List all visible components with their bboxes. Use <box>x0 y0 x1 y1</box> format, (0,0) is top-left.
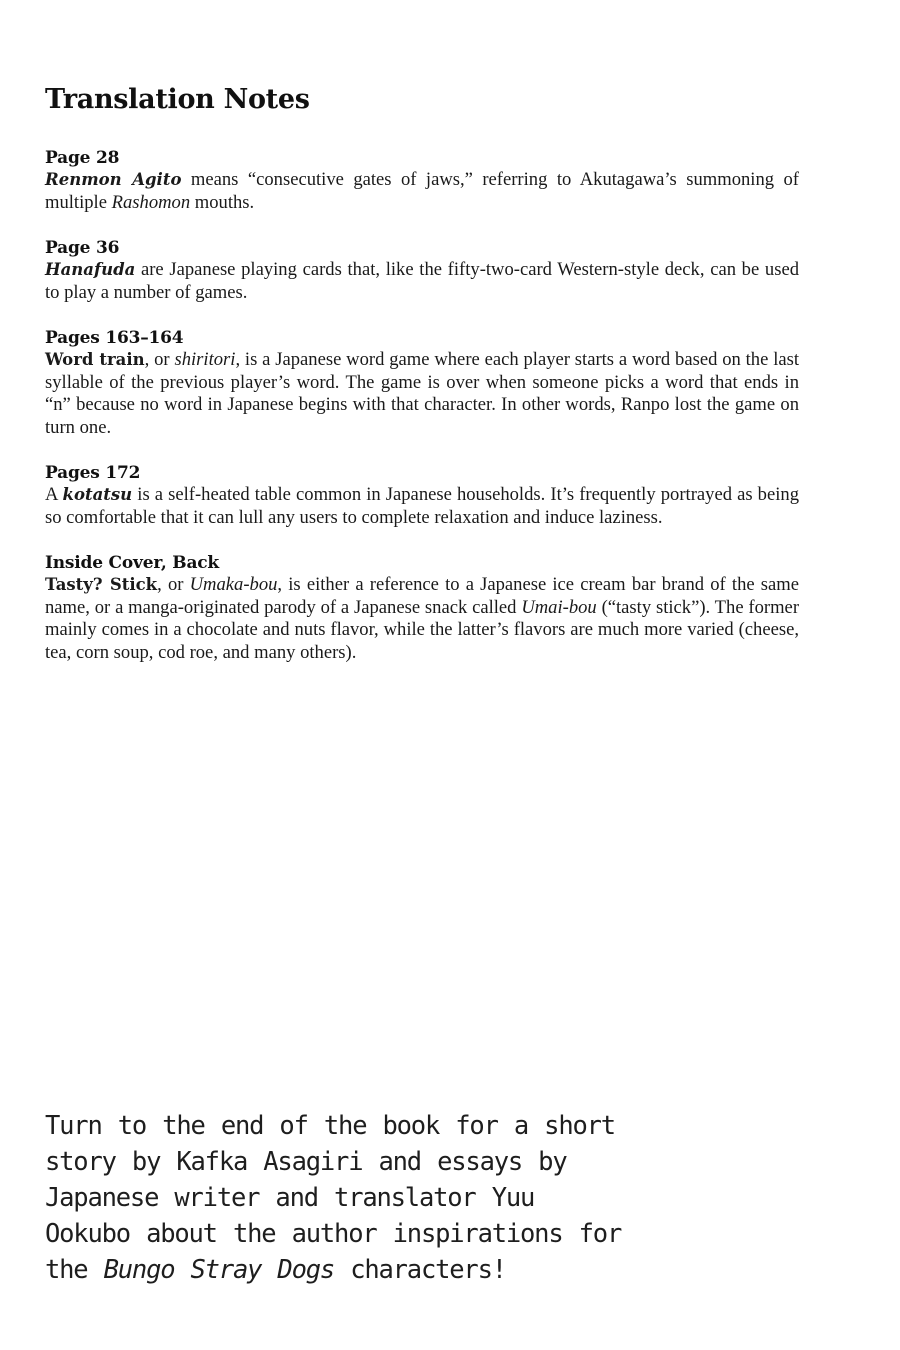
note-term: Renmon Agito <box>45 170 182 189</box>
translation-note <box>45 147 799 214</box>
note-text: are Japanese playing cards that, like the fifty-two-card Western-style deck, can be used to play a number of games. <box>45 259 799 303</box>
note-body <box>45 484 799 529</box>
note-text: , is a Japanese word game where each player starts a word based on the last syllable of the previous player’s word. The game is over when someone picks a word that ends in “n” because no word in Japanese begins with that character. In other words, Ranpo lost the game on turn one. <box>45 349 800 438</box>
note-text: , or <box>157 574 190 595</box>
translation-note <box>45 237 799 304</box>
note-text: (“tasty stick”). The former mainly comes in a chocolate and nuts flavor, while the latter’s flavors are much more varied (cheese, tea, corn soup, cod roe, and many others). <box>45 596 800 663</box>
closing-text: characters! <box>334 1255 506 1285</box>
page-title: Translation Notes <box>45 84 310 115</box>
note-heading: Page 28 <box>45 148 120 168</box>
note-italic-term: Umaka-bou <box>189 574 278 595</box>
note-heading: Pages 172 <box>45 463 141 483</box>
note-body <box>45 349 799 439</box>
note-italic-term: shiritori <box>174 349 236 370</box>
note-text: means “consecutive gates of jaws,” referring to Akutagawa’s summoning of multiple <box>45 169 799 213</box>
note-italic-term: Rashomon <box>111 191 191 213</box>
note-text: A <box>45 484 63 505</box>
book-title: Bungo Stray Dogs <box>103 1255 335 1285</box>
note-body <box>45 574 799 664</box>
note-term: kotatsu <box>62 485 133 504</box>
note-italic-term: Umai-bou <box>521 596 597 618</box>
note-body <box>45 259 799 304</box>
note-heading: Inside Cover, Back <box>45 553 219 573</box>
note-term: Word train <box>45 350 145 369</box>
note-text: , is either a reference to a Japanese ice cream bar brand of the same name, or a manga-originated parody of a Japanese snack called <box>45 574 800 618</box>
note-text: , or <box>144 349 175 370</box>
note-term: Tasty? Stick <box>45 575 158 594</box>
note-text: is a self-heated table common in Japanese households. It’s frequently portrayed as being so comfortable that it can lull any users to complete relaxation and induce laziness. <box>45 484 799 528</box>
note-heading: Pages 163–164 <box>45 328 184 348</box>
closing-message <box>45 1108 630 1288</box>
translation-note <box>45 462 799 529</box>
note-body <box>45 169 799 214</box>
note-text: mouths. <box>190 191 255 213</box>
note-term: Hanafuda <box>45 260 136 279</box>
note-heading: Page 36 <box>45 238 120 258</box>
closing-text: Turn to the end of the book for a short story by Kafka Asagiri and essays by Japanese writer and translator Yuu Ookubo about the author inspirations for the <box>45 1111 622 1285</box>
translation-note <box>45 552 799 664</box>
translation-note <box>45 327 799 439</box>
